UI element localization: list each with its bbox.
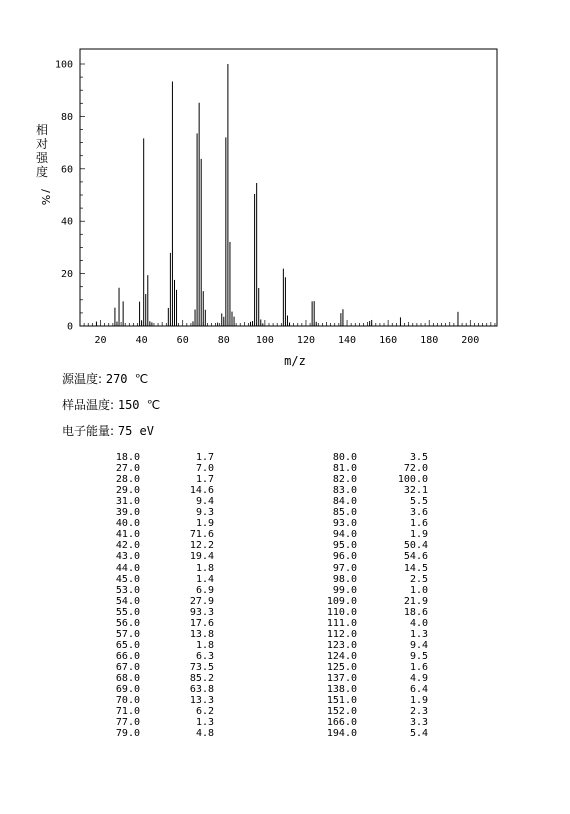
peak-intensity: 54.6 <box>403 551 428 562</box>
plot-frame <box>80 49 497 326</box>
peak-intensity: 7.0 <box>195 463 214 474</box>
peak-mz: 99.0 <box>332 585 357 596</box>
peak-intensity: 72.0 <box>403 463 428 474</box>
electron-energy <box>62 422 154 439</box>
peak-mz: 138.0 <box>326 684 357 695</box>
peak-intensity: 14.5 <box>403 563 428 574</box>
peak-mz: 111.0 <box>326 618 357 629</box>
peak-mz: 151.0 <box>326 695 357 706</box>
peak-mz: 152.0 <box>326 706 357 717</box>
peak-intensity: 1.7 <box>195 452 214 463</box>
peak-mz: 53.0 <box>115 585 140 596</box>
peak-mz: 137.0 <box>326 673 357 684</box>
peak-intensity: 9.3 <box>195 507 214 518</box>
peak-mz: 194.0 <box>326 728 357 739</box>
peak-intensity: 4.8 <box>195 728 214 739</box>
peak-intensity: 21.9 <box>403 596 428 607</box>
y-axis-label <box>36 122 52 205</box>
peak-intensity: 13.8 <box>189 629 214 640</box>
peak-intensity: 1.8 <box>195 640 214 651</box>
peak-intensity: 1.8 <box>195 563 214 574</box>
x-tick-label: 20 <box>94 335 107 346</box>
peak-mz: 42.0 <box>115 540 140 551</box>
y-label-char: % <box>39 194 52 206</box>
peak-mz: 81.0 <box>332 463 357 474</box>
peak-intensity: 5.4 <box>409 728 428 739</box>
peak-mz: 123.0 <box>326 640 357 651</box>
peak-intensity: 63.8 <box>189 684 214 695</box>
peak-intensity: 4.0 <box>409 618 428 629</box>
x-tick-label: 60 <box>176 335 189 346</box>
y-label-char: / <box>39 189 52 193</box>
peak-intensity: 1.9 <box>409 529 428 540</box>
peak-mz: 45.0 <box>115 574 140 585</box>
peak-mz: 70.0 <box>115 695 140 706</box>
peak-mz: 79.0 <box>115 728 140 739</box>
peak-mz: 84.0 <box>332 496 357 507</box>
peak-mz: 82.0 <box>332 474 357 485</box>
peak-intensity: 1.9 <box>195 518 214 529</box>
peak-mz: 29.0 <box>115 485 140 496</box>
peak-mz: 44.0 <box>115 563 140 574</box>
peak-mz: 110.0 <box>326 607 357 618</box>
y-tick-label: 40 <box>60 216 73 228</box>
peak-mz: 83.0 <box>332 485 357 496</box>
peak-mz: 71.0 <box>115 706 140 717</box>
peak-intensity: 6.9 <box>195 585 214 596</box>
peak-intensity: 17.6 <box>189 618 214 629</box>
mass-spectrum-chart <box>0 0 570 370</box>
peak-mz: 31.0 <box>115 496 140 507</box>
x-tick-label: 200 <box>461 335 480 346</box>
x-tick-label: 100 <box>255 335 274 346</box>
peak-intensity: 1.0 <box>409 585 428 596</box>
peak-intensity: 50.4 <box>403 540 428 551</box>
peak-mz: 68.0 <box>115 673 140 684</box>
peak-mz: 28.0 <box>115 474 140 485</box>
peak-mz: 125.0 <box>326 662 357 673</box>
y-label-char: 相 <box>35 123 49 137</box>
peak-mz: 66.0 <box>115 651 140 662</box>
peak-intensity: 9.4 <box>195 496 214 507</box>
peak-mz: 18.0 <box>115 452 140 463</box>
peak-mz: 95.0 <box>332 540 357 551</box>
peak-mz: 109.0 <box>326 596 357 607</box>
x-tick-label: 160 <box>379 335 398 346</box>
y-label-char: 对 <box>35 137 49 151</box>
peak-mz: 166.0 <box>326 717 357 728</box>
peak-mz: 40.0 <box>115 518 140 529</box>
sample-temperature <box>62 396 160 413</box>
peak-intensity: 1.4 <box>195 574 214 585</box>
x-axis-label: m/z <box>284 354 306 368</box>
peak-intensity: 1.6 <box>409 662 428 673</box>
peak-mz: 77.0 <box>115 717 140 728</box>
peak-mz: 57.0 <box>115 629 140 640</box>
peak-mz: 80.0 <box>332 452 357 463</box>
peak-mz: 55.0 <box>115 607 140 618</box>
peak-mz: 41.0 <box>115 529 140 540</box>
sample-temperature-label: 样品温度: <box>62 398 118 412</box>
peak-intensity: 85.2 <box>189 673 214 684</box>
peak-mz: 56.0 <box>115 618 140 629</box>
peak-intensity: 71.6 <box>189 529 214 540</box>
peak-intensity: 1.3 <box>195 717 214 728</box>
peak-intensity: 6.2 <box>195 706 214 717</box>
peak-mz: 98.0 <box>332 574 357 585</box>
peak-intensity: 9.5 <box>409 651 428 662</box>
y-tick-label: 60 <box>60 164 73 176</box>
peak-intensity: 6.3 <box>195 651 214 662</box>
electron-energy-label: 电子能量: <box>62 424 118 438</box>
peak-intensity: 1.3 <box>409 629 428 640</box>
peak-mz: 124.0 <box>326 651 357 662</box>
x-tick-label: 40 <box>135 335 148 346</box>
peak-intensity: 3.5 <box>409 452 428 463</box>
peak-intensity: 9.4 <box>409 640 428 651</box>
peak-intensity: 13.3 <box>189 695 214 706</box>
peak-intensity: 1.7 <box>195 474 214 485</box>
y-tick-label: 100 <box>54 59 73 71</box>
x-tick-label: 180 <box>420 335 439 346</box>
peak-mz: 65.0 <box>115 640 140 651</box>
sample-temperature-value: 150 ℃ <box>117 398 161 412</box>
peak-intensity: 14.6 <box>189 485 214 496</box>
peak-mz: 39.0 <box>115 507 140 518</box>
peak-intensity: 1.9 <box>409 695 428 706</box>
source-temperature-value: 270 ℃ <box>105 372 149 386</box>
peak-mz: 94.0 <box>332 529 357 540</box>
peak-mz: 85.0 <box>332 507 357 518</box>
peak-intensity: 12.2 <box>189 540 214 551</box>
peak-mz: 43.0 <box>115 551 140 562</box>
peak-mz: 96.0 <box>332 551 357 562</box>
peak-intensity: 3.6 <box>409 507 428 518</box>
peak-intensity: 2.5 <box>409 574 428 585</box>
peak-intensity: 3.3 <box>409 717 428 728</box>
source-temperature-label: 源温度: <box>62 372 106 386</box>
y-tick-label: 0 <box>66 321 73 333</box>
peak-intensity: 100.0 <box>397 474 428 485</box>
chart-axes <box>55 49 497 346</box>
electron-energy-value: 75 eV <box>117 424 154 438</box>
y-label-char: 度 <box>35 165 49 179</box>
y-tick-label: 20 <box>60 269 73 281</box>
x-tick-label: 80 <box>217 335 230 346</box>
peak-intensity: 2.3 <box>409 706 428 717</box>
peak-mz: 97.0 <box>332 563 357 574</box>
source-temperature <box>62 370 148 387</box>
peak-mz: 69.0 <box>115 684 140 695</box>
y-tick-label: 80 <box>60 111 73 123</box>
peak-intensity: 73.5 <box>189 662 214 673</box>
peak-intensity: 18.6 <box>403 607 428 618</box>
peak-intensity: 27.9 <box>189 596 214 607</box>
peak-mz: 27.0 <box>115 463 140 474</box>
peak-intensity: 6.4 <box>409 684 428 695</box>
peak-intensity: 1.6 <box>409 518 428 529</box>
x-tick-label: 140 <box>338 335 357 346</box>
peak-mz: 112.0 <box>326 629 357 640</box>
peak-mz: 67.0 <box>115 662 140 673</box>
peak-mz: 54.0 <box>115 596 140 607</box>
peak-intensity: 93.3 <box>189 607 214 618</box>
spectrum-peaks <box>96 64 458 326</box>
peak-intensity: 32.1 <box>403 485 428 496</box>
x-tick-label: 120 <box>296 335 315 346</box>
y-label-char: 强 <box>35 151 49 165</box>
peak-intensity: 4.9 <box>409 673 428 684</box>
peak-intensity: 19.4 <box>189 551 214 562</box>
peak-mz: 93.0 <box>332 518 357 529</box>
peak-intensity: 5.5 <box>409 496 428 507</box>
